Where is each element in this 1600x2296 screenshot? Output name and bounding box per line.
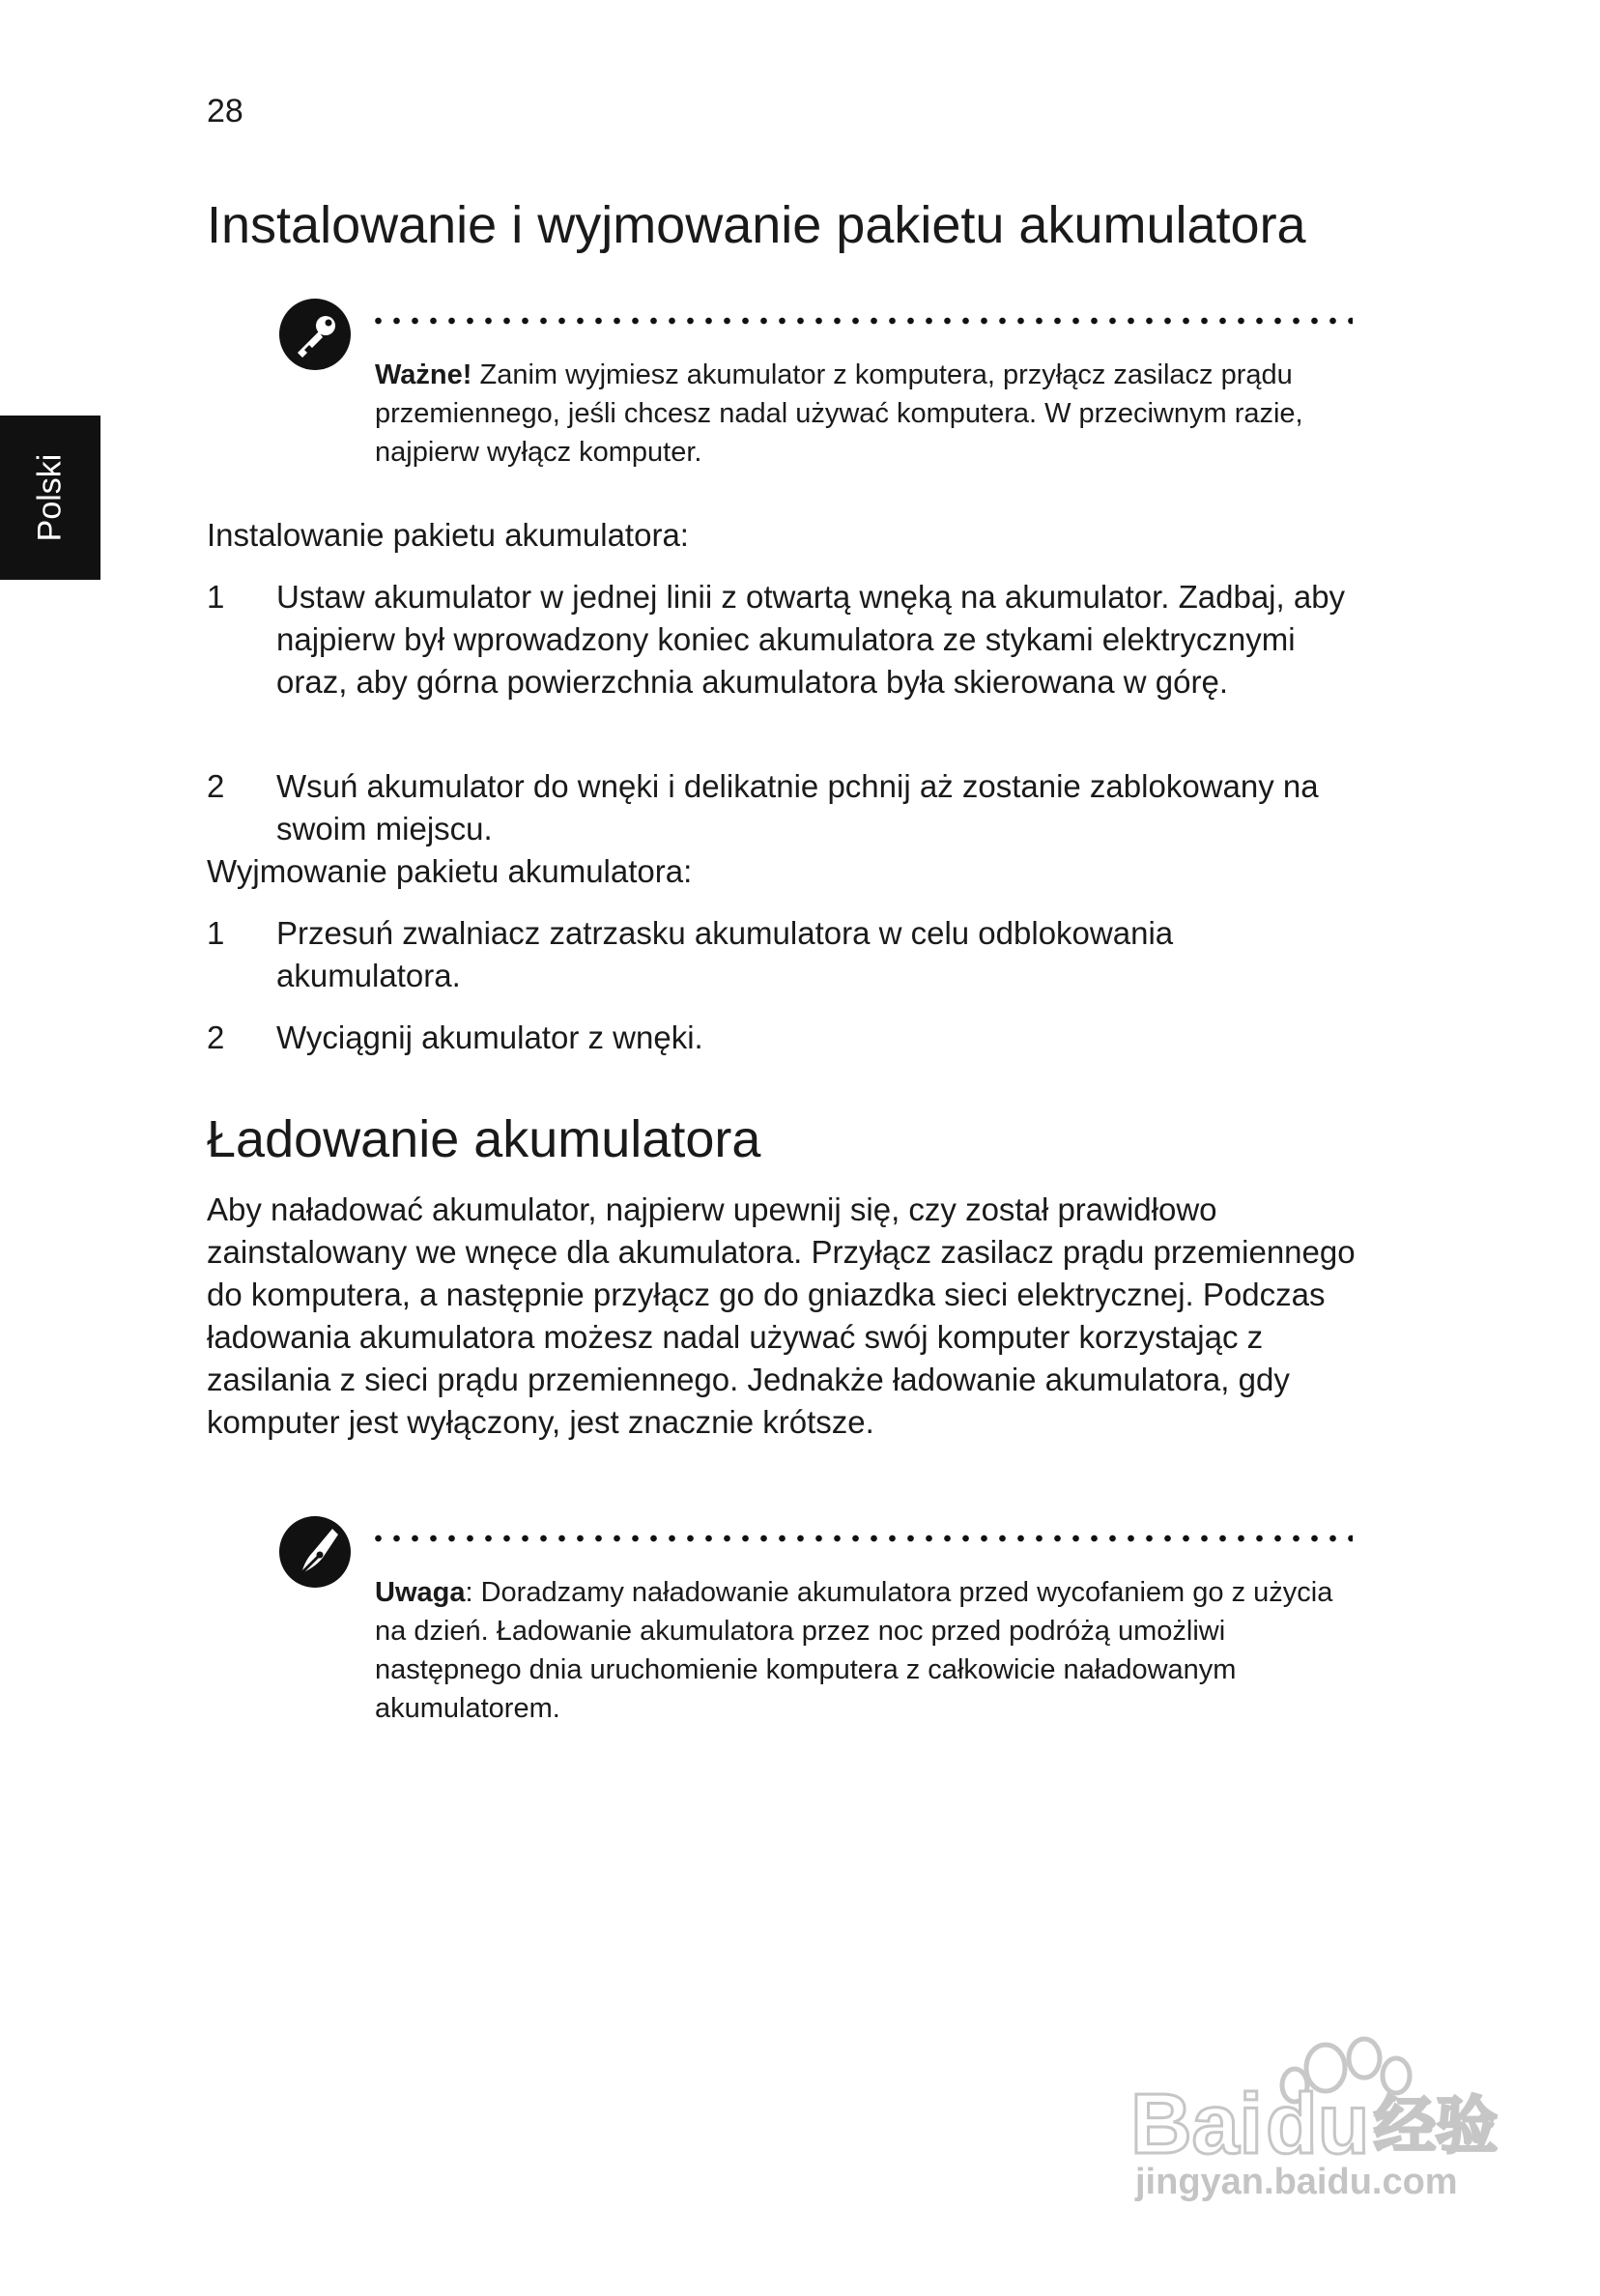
baidu-watermark bbox=[1111, 2029, 1507, 2203]
watermark-brand: Bai bbox=[1130, 2076, 1263, 2171]
section-title-install-remove: Instalowanie i wyjmowanie pakietu akumulatora bbox=[207, 196, 1306, 254]
step-text: Przesuń zwalniacz zatrzasku akumulatora w celu odblokowania akumulatora. bbox=[276, 915, 1174, 993]
step-text: Wyciągnij akumulator z wnęki. bbox=[276, 1019, 703, 1055]
step-number: 2 bbox=[207, 768, 225, 804]
step-number: 1 bbox=[207, 579, 225, 615]
step-text: Wsuń akumulator do wnęki i delikatnie pchnij aż zostanie zablokowany na swoim miejscu. bbox=[276, 768, 1319, 847]
section-title-charging: Ładowanie akumulatora bbox=[207, 1110, 761, 1168]
watermark-cn: 经验 bbox=[1374, 2091, 1498, 2161]
key-icon bbox=[276, 296, 354, 373]
remove-heading: Wyjmowanie pakietu akumulatora: bbox=[207, 853, 693, 889]
language-tab bbox=[0, 416, 100, 580]
install-heading: Instalowanie pakietu akumulatora: bbox=[207, 517, 689, 553]
step-number: 1 bbox=[207, 915, 225, 951]
note-label: Ważne! bbox=[375, 359, 472, 390]
charging-paragraph: Aby naładować akumulator, najpierw upewnij się, czy został prawidłowo zainstalowany we wnęce dla akumulatora. Przyłącz zasilacz prądu przemiennego do komputera, a następnie przyłącz go do gniazdka sieci elektrycznej. Podczas ładowania akumulatora możesz nadal używać swój komputer korzystając z zasilania z sieci prądu przemiennego. Jednakże ładowanie akumulatora, gdy komputer jest wyłączony, jest znacznie krótsze. bbox=[207, 1191, 1356, 1440]
note-dotted-rule bbox=[369, 1535, 1353, 1542]
note-body: : Doradzamy naładowanie akumulatora przed wycofaniem go z użycia na dzień. Ładowanie akumulatora przez noc przed podróżą umożliwi następnego dnia uruchomienie komputera z całkowicie naładowanym akumulatorem. bbox=[375, 1577, 1333, 1724]
watermark-brand-2: du bbox=[1266, 2076, 1370, 2171]
note-label: Uwaga bbox=[375, 1577, 466, 1608]
important-note-text bbox=[375, 356, 1351, 472]
note-body: Zanim wyjmiesz akumulator z komputera, przyłącz zasilacz prądu przemiennego, jeśli chcesz nadal używać komputera. W przeciwnym razie, najpierw wyłącz komputer. bbox=[375, 359, 1303, 468]
step-text: Ustaw akumulator w jednej linii z otwartą wnęką na akumulator. Zadbaj, aby najpierw był wprowadzony koniec akumulatora ze stykami elektrycznymi oraz, aby górna powierzchnia akumulatora była skierowana w górę. bbox=[276, 579, 1346, 700]
language-tab-label: Polski bbox=[31, 453, 69, 542]
tip-note-text bbox=[375, 1573, 1351, 1728]
step-number: 2 bbox=[207, 1019, 225, 1055]
page-number: 28 bbox=[207, 93, 243, 129]
note-dotted-rule bbox=[369, 317, 1353, 325]
watermark-url: jingyan.baidu.com bbox=[1135, 2162, 1458, 2202]
pen-nib-icon bbox=[276, 1513, 354, 1591]
